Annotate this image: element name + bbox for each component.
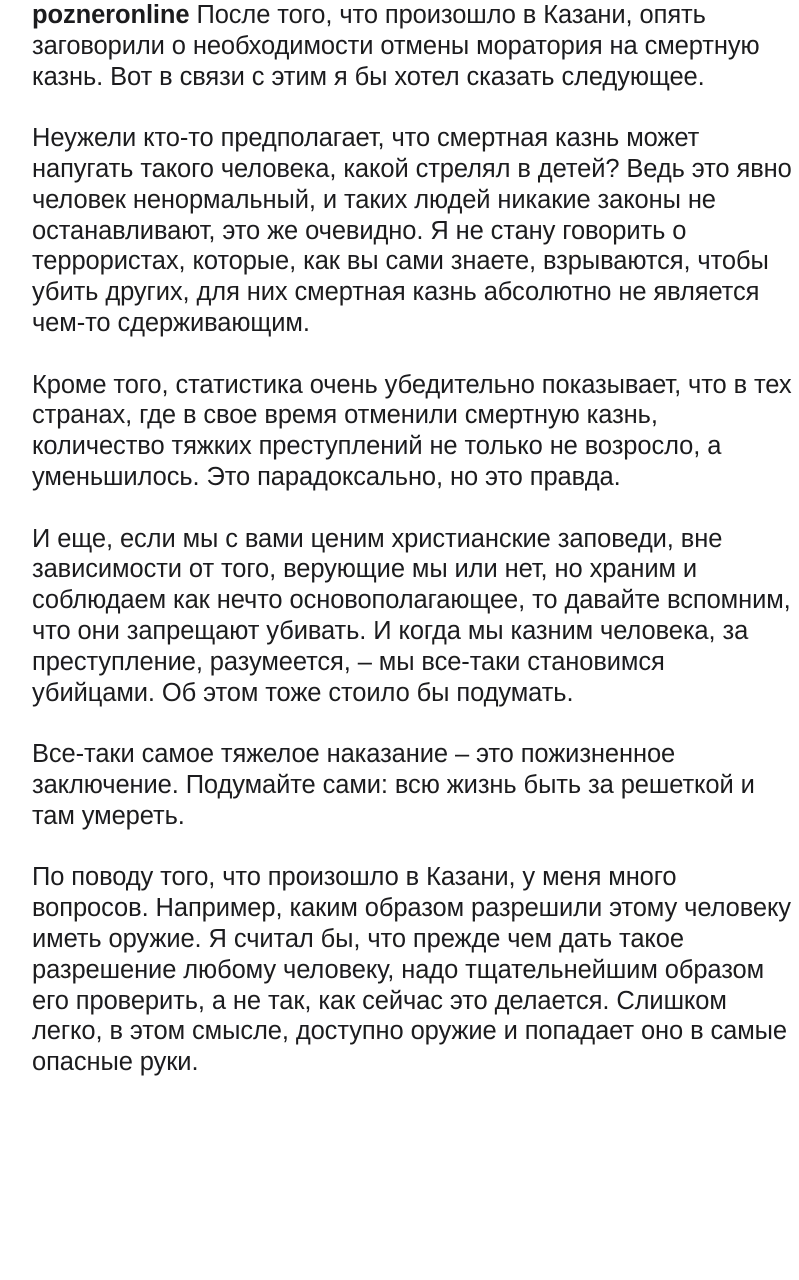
caption-paragraph-6: По поводу того, что произошло в Казани, у меня много вопросов. Например, каким образом разрешили этому человеку иметь оружие. Я считал бы, что прежде чем дать такое разрешение любому человеку, надо тщательнейшим образом его проверить, а не так, как сейчас это делается. Слишком легко, в этом смысле, доступно оружие и попадает оно в самые опасные руки. [32, 863, 791, 1077]
caption-paragraph-3: Кроме того, статистика очень убедительно показывает, что в тех странах, где в свое время отменили смертную казнь, количество тяжких преступлений не только не возросло, а уменьшилось. Это парадоксально, но это правда. [32, 370, 792, 491]
caption-text-1: После того, что произошло в Казани, опять заговорили о необходимости отмены моратория на смертную казнь. Вот в связи с этим я бы хотел сказать следующее. [32, 1, 760, 91]
username-link[interactable]: pozneronline [32, 1, 190, 29]
post-caption [32, 0, 792, 1078]
caption-paragraph-1 [32, 0, 792, 92]
caption-paragraph-2: Неужели кто-то предполагает, что смертная казнь может напугать такого человека, какой стрелял в детей? Ведь это явно человек ненормальный, и таких людей никакие законы не останавливают, это же очевидно. Я не стану говорить о террористах, которые, как вы сами знаете, взрываются, чтобы убить других, для них смертная казнь абсолютно не является чем-то сдерживающим. [32, 124, 792, 337]
caption-paragraph-5: Все-таки самое тяжелое наказание – это пожизненное заключение. Подумайте сами: всю жизнь быть за решеткой и там умереть. [32, 740, 755, 830]
caption-paragraph-4: И еще, если мы с вами ценим христианские заповеди, вне зависимости от того, верующие мы или нет, но храним и соблюдаем как нечто основополагающее, то давайте вспомним, что они запрещают убивать. И когда мы казним человека, за преступление, разумеется, – мы все-таки становимся убийцами. Об этом тоже стоило бы подумать. [32, 524, 791, 707]
